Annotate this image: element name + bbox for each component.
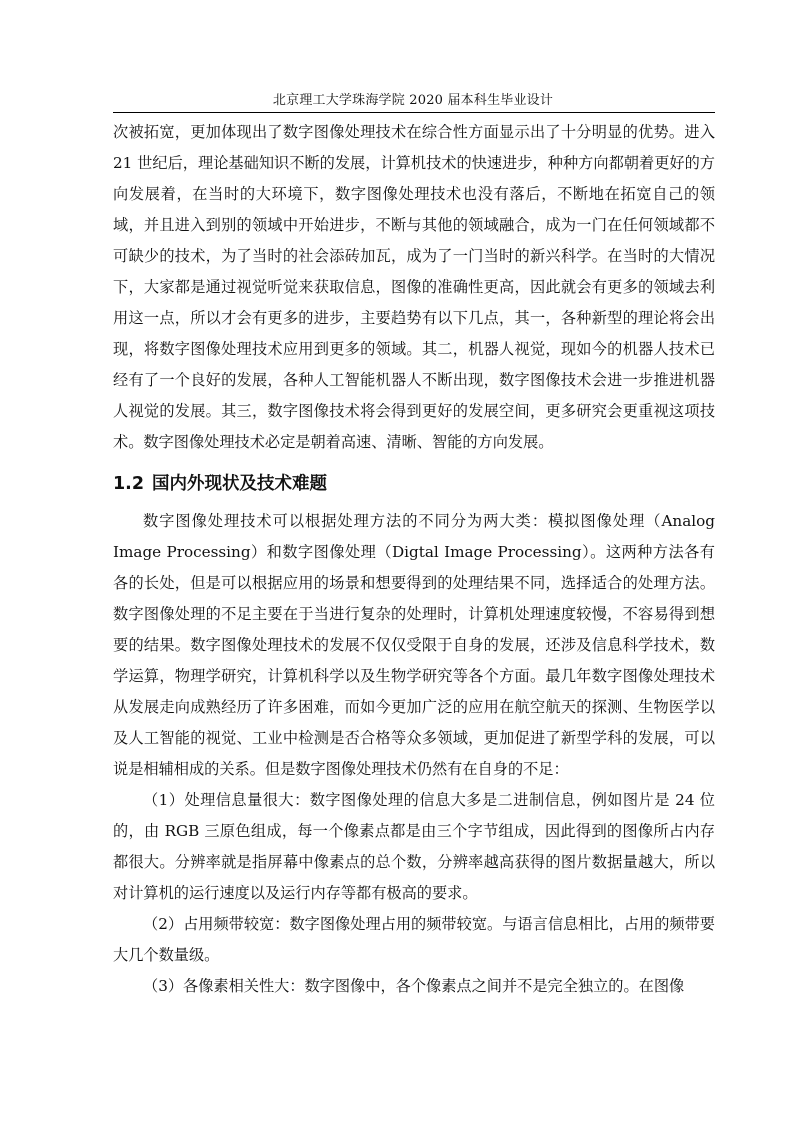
section-number: 1.2: [113, 474, 145, 494]
list-item-3: （3）各像素相关性大：数字图像中，各个像素点之间并不是完全独立的。在图像: [143, 977, 685, 995]
intro-paragraph: 数字图像处理技术可以根据处理方法的不同分为两大类：模拟图像处理（Analog Image Processing）和数字图像处理（Digtal Image Processing）。这两种方法各有各的长处，但是可以根据应用的场景和想要得到的处理结果不同，选择适合的处理方法。数字图像处理的不足主要在于当进行复杂的处理时，计算机处理速度较慢，不容易得到想要的结果。数字图像处理技术的发展不仅仅受限于自身的发展，还涉及信息科学技术，数学运算，物理学研究，计算机科学以及生物学研究等各个方面。最几年数字图像处理技术从发展走向成熟经历了许多困难，而如今更加广泛的应用在航空航天的探测、生物医学以及人工智能的视觉、工业中检测是否合格等众多领域，更加促进了新型学科的发展，可以说是相辅相成的关系。但是数字图像处理技术仍然有在自身的不足：: [113, 512, 715, 778]
header-rule: [113, 112, 715, 113]
running-header: 北京理工大学珠海学院 2020 届本科生毕业设计: [272, 93, 554, 108]
list-item-2: （2）占用频带较宽：数字图像处理占用的频带较宽。与语言信息相比，占用的频带要大几个数量级。: [113, 915, 715, 964]
continuation-paragraph: 次被拓宽，更加体现出了数字图像处理技术在综合性方面显示出了十分明显的优势。进入 21 世纪后，理论基础知识不断的发展，计算机技术的快速进步，种种方向都朝着更好的方向发展着，在当时的大环境下，数字图像处理技术也没有落后，不断地在拓宽自己的领域，并且进入到别的领域中开始进步，不断与其他的领域融合，成为一门在任何领域都不可缺少的技术，为了当时的社会添砖加瓦，成为了一门当时的新兴科学。在当时的大情况下，大家都是通过视觉听觉来获取信息，图像的准确性更高，因此就会有更多的领域去利用这一点，所以才会有更多的进步，主要趋势有以下几点，其一，各种新型的理论将会出现，将数字图像处理技术应用到更多的领域。其二，机器人视觉，现如今的机器人技术已经有了一个良好的发展，各种人工智能机器人不断出现，数字图像技术会进一步推进机器人视觉的发展。其三，数字图像技术将会得到更好的发展空间，更多研究会更重视这项技术。数字图像处理技术必定是朝着高速、清晰、智能的方向发展。: [113, 123, 715, 451]
page-body: [113, 117, 715, 1002]
list-item-1: （1）处理信息量很大：数字图像处理的信息大多是二进制信息，例如图片是 24 位的，由 RGB 三原色组成，每一个像素点都是由三个字节组成，因此得到的图像所占内存都很大。分辨率就是指屏幕中像素点的总个数，分辨率越高获得的图片数据量越大，所以对计算机的运行速度以及运行内存等都有极高的要求。: [113, 791, 715, 902]
section-heading: [113, 466, 715, 502]
section-title: 国内外现状及技术难题: [152, 474, 328, 494]
